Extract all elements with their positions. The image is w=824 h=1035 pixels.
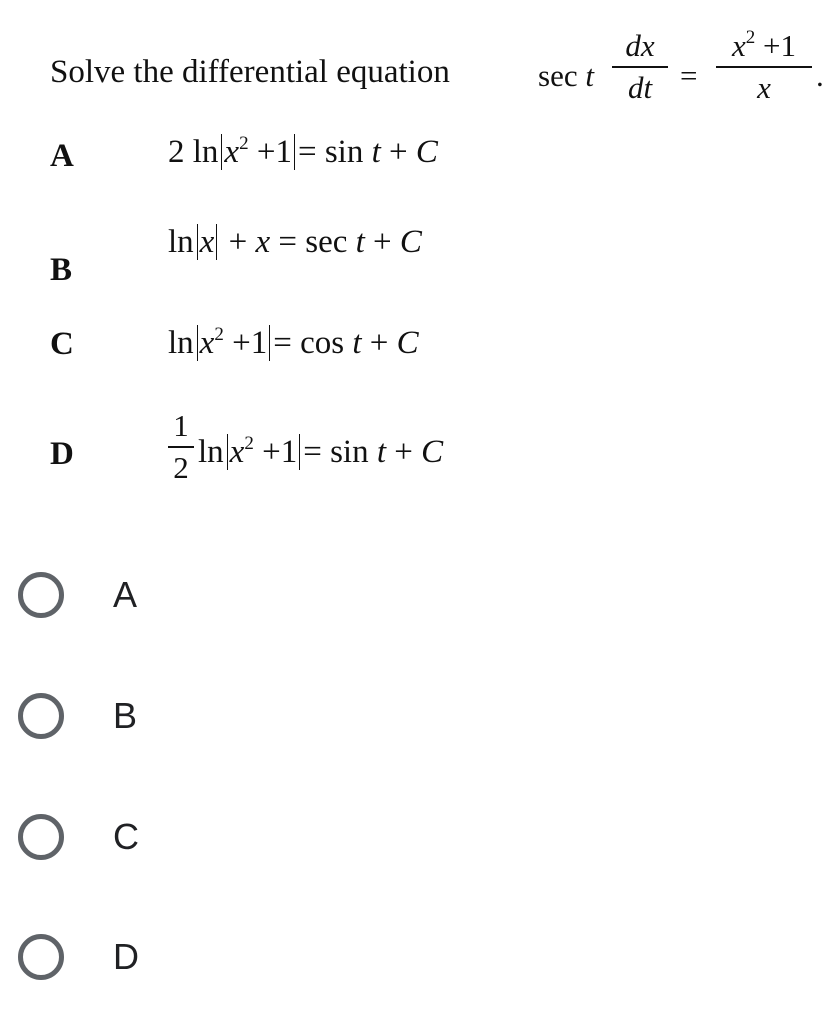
- radio-circle-icon[interactable]: [18, 693, 64, 739]
- sec-func: sec t: [538, 58, 594, 93]
- radio-option-d[interactable]: [18, 934, 318, 994]
- rhs-fraction: $x^2 +1$ x: [716, 28, 812, 106]
- radio-circle-icon[interactable]: [18, 814, 64, 860]
- radio-label-b: B: [113, 695, 138, 736]
- choice-c-expression: $\ln x^2 +1 = \cos t + C$: [168, 324, 419, 361]
- question-equation: [538, 27, 824, 120]
- choice-letter-a: A: [50, 138, 74, 174]
- radio-circle-icon[interactable]: [18, 572, 64, 618]
- radio-option-b[interactable]: [18, 693, 318, 753]
- question-stem: [50, 27, 824, 120]
- equals-sign: =: [680, 58, 698, 93]
- half-fraction: 1 2: [168, 408, 194, 486]
- choice-a-expression: 2 $\ln x^2 +1 = \sin t + C$: [168, 133, 438, 170]
- question-prompt: Solve the differential equation: [50, 54, 450, 90]
- choice-letter-b: B: [50, 252, 73, 288]
- radio-option-c[interactable]: [18, 814, 318, 874]
- radio-option-a[interactable]: [18, 572, 318, 632]
- choice-d-expression: 1 2 $\ln x^2 +1 = \sin t + C$: [168, 408, 588, 498]
- radio-label-d: D: [113, 936, 139, 977]
- radio-label-a: A: [113, 574, 138, 615]
- radio-label-c: C: [113, 816, 139, 857]
- choice-letter-c: C: [50, 326, 74, 362]
- dxdt-fraction: dx dt: [612, 28, 668, 106]
- choice-b-expression: ln x + x = sec t + C: [168, 224, 422, 260]
- choice-letter-d: D: [50, 436, 74, 472]
- radio-circle-icon[interactable]: [18, 934, 64, 980]
- period: .: [816, 58, 824, 93]
